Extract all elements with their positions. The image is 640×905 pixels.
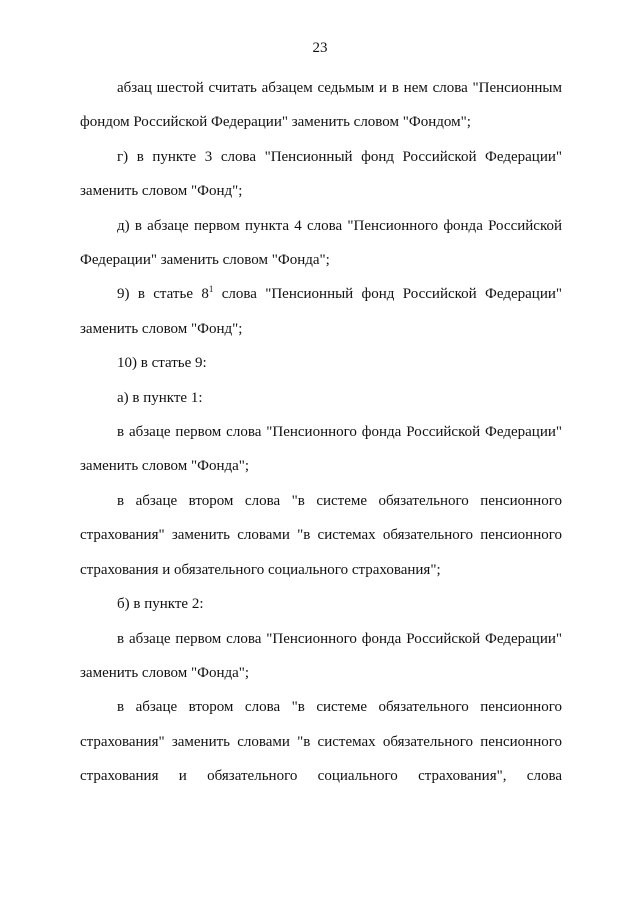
paragraph: д) в абзаце первом пункта 4 слова "Пенсионного фонда Российской Федерации" заменить словом "Фонда"; [80,217,562,269]
paragraph: в абзаце втором слова "в системе обязательного пенсионного страхования" заменить словами "в системах обязательного пенсионного страхования и обязательного социального страхования", слова [80,699,562,785]
paragraph: абзац шестой считать абзацем седьмым и в нем слова "Пенсионным фондом Российской Федерации" заменить словом "Фондом"; [80,80,562,131]
paragraph-text-end: слова "Пенсионный фонд Российской Федерации" заменить словом "Фонд"; [80,286,563,337]
paragraph: а) в пункте 1: [117,389,203,406]
superscript-number: 1 [208,284,214,295]
paragraph-text-start: 9) в статье 8 [117,286,209,303]
paragraph: в абзаце втором слова "в системе обязательного пенсионного страхования" заменить словами "в системах обязательного пенсионного страхования и обязательного социального страхования"; [80,492,562,578]
page-number: 23 [312,40,328,56]
paragraph: б) в пункте 2: [117,596,204,613]
paragraph: в абзаце первом слова "Пенсионного фонда Российской Федерации" заменить словом "Фонда"; [80,424,562,475]
paragraph [80,277,562,346]
paragraph: г) в пункте 3 слова "Пенсионный фонд Российской Федерации" заменить словом "Фонд"; [80,148,562,200]
paragraph: в абзаце первом слова "Пенсионного фонда Российской Федерации" заменить словом "Фонда"; [80,630,562,681]
document-body [80,71,562,794]
paragraph: 10) в статье 9: [117,355,207,372]
